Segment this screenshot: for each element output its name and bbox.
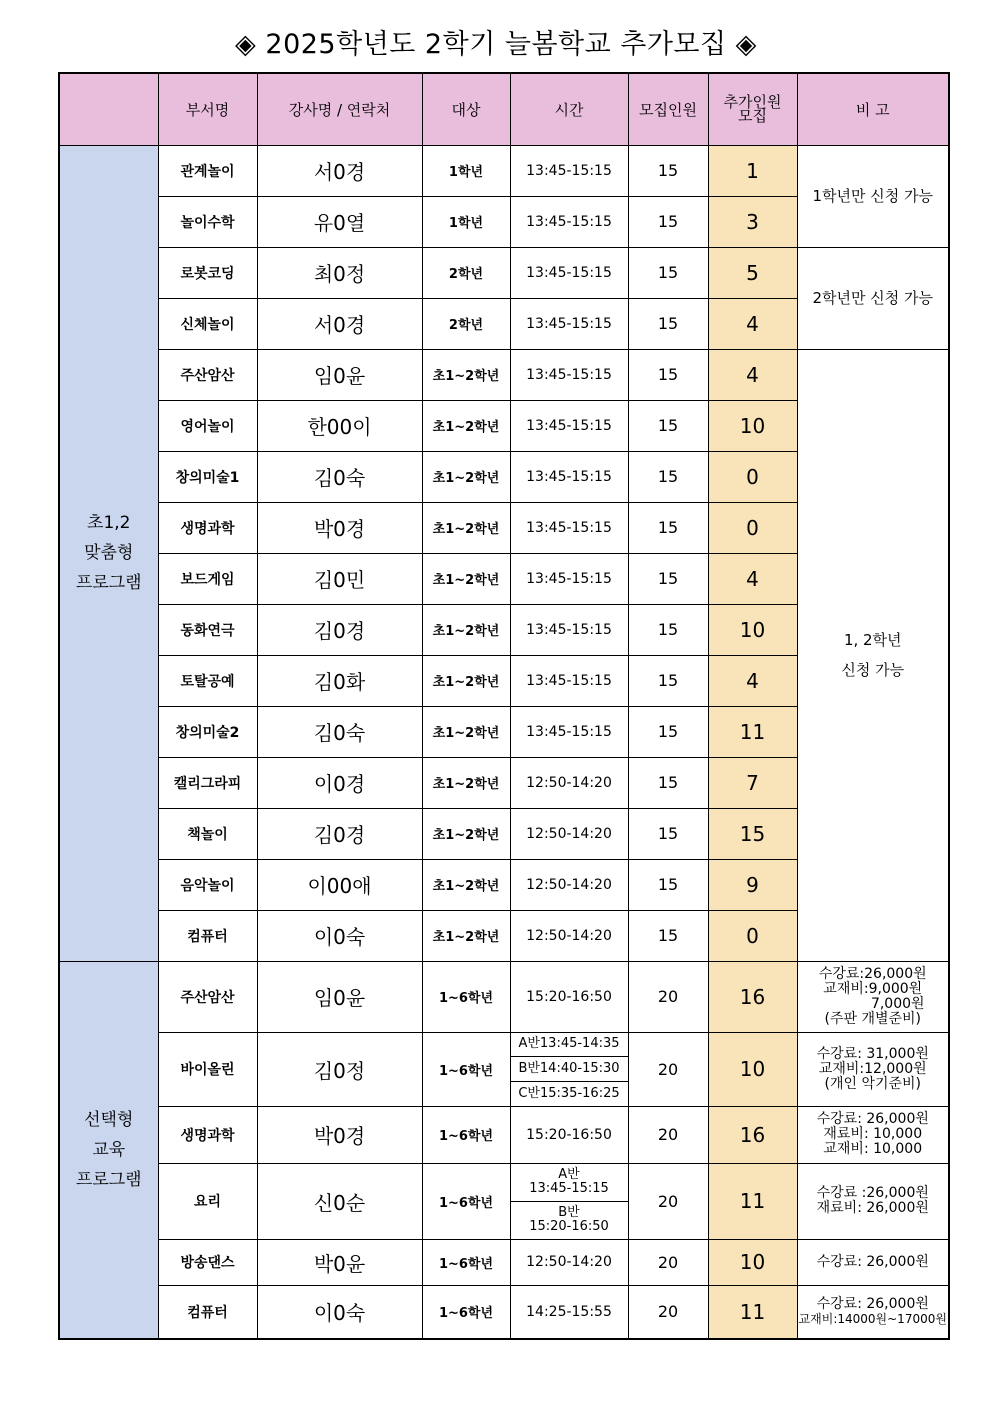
dept-cell: 바이올린 (158, 1032, 257, 1106)
capacity-cell: 15 (628, 859, 708, 910)
dept-cell: 영어놀이 (158, 400, 257, 451)
table-row (59, 1163, 949, 1239)
time-slot-b (511, 1202, 628, 1239)
time-cell: 13:45-15:15 (510, 400, 628, 451)
target-cell: 1학년 (422, 145, 510, 196)
target-cell: 2학년 (422, 298, 510, 349)
time-cell: 13:45-15:15 (510, 604, 628, 655)
time-cell: 15:20-16:50 (510, 1106, 628, 1163)
extra-cell: 9 (708, 859, 797, 910)
extra-cell: 4 (708, 349, 797, 400)
note-grade2: 2학년만 신청 가능 (797, 247, 949, 349)
target-cell: 1~6학년 (422, 1239, 510, 1285)
instructor-cell: 김0숙 (257, 706, 422, 757)
time-cell: 12:50-14:20 (510, 859, 628, 910)
instructor-cell: 신0순 (257, 1163, 422, 1239)
dept-cell: 동화연극 (158, 604, 257, 655)
extra-cell: 0 (708, 451, 797, 502)
note-line: 1, 2학년 (843, 631, 902, 649)
time-cell (510, 1163, 628, 1239)
capacity-cell: 20 (628, 1163, 708, 1239)
instructor-cell: 최0정 (257, 247, 422, 298)
time-cell: 12:50-14:20 (510, 757, 628, 808)
capacity-cell: 15 (628, 298, 708, 349)
note-line: 교재비:14000원~17000원 (798, 1311, 947, 1326)
dept-cell: 창의미술2 (158, 706, 257, 757)
note-line: (개인 악기준비) (824, 1075, 922, 1092)
time-slot-range: 15:20-16:50 (529, 1219, 609, 1234)
dept-cell: 신체놀이 (158, 298, 257, 349)
target-cell: 1~6학년 (422, 961, 510, 1032)
time-slot-label: B반 (558, 1205, 580, 1220)
capacity-cell: 15 (628, 553, 708, 604)
dept-cell: 관계놀이 (158, 145, 257, 196)
dept-cell: 컴퓨터 (158, 1285, 257, 1339)
note-grade1: 1학년만 신청 가능 (797, 145, 949, 247)
target-cell: 초1~2학년 (422, 604, 510, 655)
table-row (59, 1032, 949, 1106)
table-row (59, 1285, 949, 1339)
instructor-cell: 서0경 (257, 298, 422, 349)
dept-cell: 주산암산 (158, 961, 257, 1032)
note-line: 수강료 :26,000원 (816, 1185, 929, 1201)
instructor-cell: 김0민 (257, 553, 422, 604)
note-line: 재료비: 10,000 (823, 1126, 923, 1142)
instructor-cell: 유0열 (257, 196, 422, 247)
dept-cell: 음악놀이 (158, 859, 257, 910)
category-line: 선택형 (84, 1109, 134, 1130)
time-cell (510, 1032, 628, 1106)
extra-cell: 10 (708, 604, 797, 655)
header-note: 비 고 (797, 73, 949, 145)
target-cell: 1~6학년 (422, 1285, 510, 1339)
capacity-cell: 20 (628, 1032, 708, 1106)
header-extra-line1: 추가인원 (723, 93, 782, 112)
time-cell: 12:50-14:20 (510, 1239, 628, 1285)
recruitment-table (58, 72, 950, 1340)
time-slot-range: 13:45-15:15 (529, 1181, 609, 1196)
time-cell: 14:25-15:55 (510, 1285, 628, 1339)
dept-cell: 로봇코딩 (158, 247, 257, 298)
time-slot-label: A반 (558, 1167, 580, 1182)
dept-cell: 놀이수학 (158, 196, 257, 247)
extra-cell: 10 (708, 1239, 797, 1285)
capacity-cell: 20 (628, 1285, 708, 1339)
header-time: 시간 (510, 73, 628, 145)
note-grade12 (797, 349, 949, 961)
capacity-cell: 15 (628, 247, 708, 298)
extra-cell: 0 (708, 502, 797, 553)
time-cell: 12:50-14:20 (510, 910, 628, 961)
time-cell: 15:20-16:50 (510, 961, 628, 1032)
target-cell: 초1~2학년 (422, 808, 510, 859)
header-row (59, 73, 949, 145)
note-line: 재료비: 26,000원 (816, 1200, 929, 1216)
header-instructor: 강사명 / 연락처 (257, 73, 422, 145)
capacity-cell: 15 (628, 502, 708, 553)
category-line: 교육 (92, 1139, 126, 1160)
extra-cell: 10 (708, 400, 797, 451)
target-cell: 2학년 (422, 247, 510, 298)
table-row (59, 145, 949, 196)
dept-cell: 생명과학 (158, 1106, 257, 1163)
extra-cell: 10 (708, 1032, 797, 1106)
note-cell (797, 961, 949, 1032)
extra-cell: 16 (708, 1106, 797, 1163)
note-cell (797, 1106, 949, 1163)
table-row (59, 247, 949, 298)
capacity-cell: 20 (628, 1106, 708, 1163)
capacity-cell: 15 (628, 757, 708, 808)
header-extra (708, 73, 797, 145)
extra-cell: 11 (708, 1285, 797, 1339)
note-cell (797, 1285, 949, 1339)
time-slots (511, 1033, 628, 1106)
instructor-cell: 임0윤 (257, 349, 422, 400)
time-slot: A반13:45-14:35 (511, 1033, 628, 1058)
time-cell: 13:45-15:15 (510, 349, 628, 400)
target-cell: 초1~2학년 (422, 553, 510, 604)
header-dept: 부서명 (158, 73, 257, 145)
extra-cell: 4 (708, 655, 797, 706)
time-cell: 13:45-15:15 (510, 502, 628, 553)
time-slot: B반14:40-15:30 (511, 1057, 628, 1082)
target-cell: 초1~2학년 (422, 655, 510, 706)
target-cell: 1학년 (422, 196, 510, 247)
category-elective-program (59, 961, 158, 1339)
extra-cell: 15 (708, 808, 797, 859)
capacity-cell: 20 (628, 1239, 708, 1285)
table-row (59, 1106, 949, 1163)
instructor-cell: 김0정 (257, 1032, 422, 1106)
capacity-cell: 15 (628, 910, 708, 961)
dept-cell: 요리 (158, 1163, 257, 1239)
dept-cell: 생명과학 (158, 502, 257, 553)
note-cell (797, 1163, 949, 1239)
dept-cell: 방송댄스 (158, 1239, 257, 1285)
extra-cell: 4 (708, 298, 797, 349)
header-capacity: 모집인원 (628, 73, 708, 145)
note-line: 수강료:26,000원 (818, 965, 927, 982)
page-title: ◈ 2025학년도 2학기 늘봄학교 추가모집 ◈ (235, 29, 757, 60)
capacity-cell: 15 (628, 400, 708, 451)
table-row (59, 961, 949, 1032)
time-cell: 13:45-15:15 (510, 655, 628, 706)
target-cell: 초1~2학년 (422, 349, 510, 400)
note-line: 수강료: 26,000원 (816, 1111, 929, 1127)
note-cell (797, 1239, 949, 1285)
extra-cell: 4 (708, 553, 797, 604)
note-line: 수강료: 26,000원 (816, 1295, 929, 1312)
target-cell: 초1~2학년 (422, 757, 510, 808)
target-cell: 초1~2학년 (422, 400, 510, 451)
extra-cell: 0 (708, 910, 797, 961)
instructor-cell: 김0경 (257, 808, 422, 859)
note-line: 교재비: 10,000 (823, 1141, 923, 1157)
extra-cell: 3 (708, 196, 797, 247)
time-cell: 13:45-15:15 (510, 298, 628, 349)
capacity-cell: 15 (628, 196, 708, 247)
time-cell: 13:45-15:15 (510, 553, 628, 604)
instructor-cell: 이0숙 (257, 1285, 422, 1339)
dept-cell: 토탈공예 (158, 655, 257, 706)
extra-cell: 1 (708, 145, 797, 196)
target-cell: 초1~2학년 (422, 910, 510, 961)
target-cell: 초1~2학년 (422, 706, 510, 757)
dept-cell: 책놀이 (158, 808, 257, 859)
target-cell: 1~6학년 (422, 1106, 510, 1163)
target-cell: 초1~2학년 (422, 859, 510, 910)
extra-cell: 11 (708, 706, 797, 757)
table-row (59, 1239, 949, 1285)
capacity-cell: 15 (628, 706, 708, 757)
instructor-cell: 박0경 (257, 502, 422, 553)
instructor-cell: 김0화 (257, 655, 422, 706)
note-line: 7,000원 (870, 995, 925, 1012)
capacity-cell: 20 (628, 961, 708, 1032)
instructor-cell: 박0경 (257, 1106, 422, 1163)
dept-cell: 캘리그라피 (158, 757, 257, 808)
instructor-cell: 서0경 (257, 145, 422, 196)
time-cell: 13:45-15:15 (510, 145, 628, 196)
time-slot-a (511, 1164, 628, 1202)
capacity-cell: 15 (628, 604, 708, 655)
time-slot: C반15:35-16:25 (518, 1085, 620, 1101)
instructor-cell: 임0윤 (257, 961, 422, 1032)
capacity-cell: 15 (628, 145, 708, 196)
instructor-cell: 한00이 (257, 400, 422, 451)
instructor-cell: 이0경 (257, 757, 422, 808)
header-target: 대상 (422, 73, 510, 145)
target-cell: 초1~2학년 (422, 502, 510, 553)
time-cell: 13:45-15:15 (510, 706, 628, 757)
dept-cell: 컴퓨터 (158, 910, 257, 961)
note-line: (주판 개별준비) (824, 1010, 922, 1027)
instructor-cell: 이00애 (257, 859, 422, 910)
header-blank (59, 73, 158, 145)
instructor-cell: 김0경 (257, 604, 422, 655)
instructor-cell: 이0숙 (257, 910, 422, 961)
note-line: 신청 가능 (841, 661, 905, 679)
dept-cell: 보드게임 (158, 553, 257, 604)
category-line: 초1,2 (87, 513, 131, 533)
category-line: 프로그램 (75, 1169, 142, 1190)
instructor-cell: 김0숙 (257, 451, 422, 502)
note-line: 교재비:9,000원 (823, 980, 923, 997)
category-line: 프로그램 (75, 573, 142, 593)
extra-cell: 16 (708, 961, 797, 1032)
time-cell: 13:45-15:15 (510, 451, 628, 502)
capacity-cell: 15 (628, 655, 708, 706)
note-line: 수강료: 26,000원 (816, 1253, 929, 1270)
category-line: 맞춤형 (84, 543, 134, 563)
time-cell: 12:50-14:20 (510, 808, 628, 859)
extra-cell: 11 (708, 1163, 797, 1239)
instructor-cell: 박0윤 (257, 1239, 422, 1285)
dept-cell: 주산암산 (158, 349, 257, 400)
header-extra-line2: 모집 (738, 107, 767, 126)
target-cell: 1~6학년 (422, 1032, 510, 1106)
capacity-cell: 15 (628, 808, 708, 859)
capacity-cell: 15 (628, 451, 708, 502)
target-cell: 초1~2학년 (422, 451, 510, 502)
dept-cell: 창의미술1 (158, 451, 257, 502)
note-line: 수강료: 31,000원 (816, 1045, 929, 1062)
time-cell: 13:45-15:15 (510, 196, 628, 247)
extra-cell: 5 (708, 247, 797, 298)
category-custom-program (59, 145, 158, 961)
note-line: 교재비:12,000원 (818, 1060, 927, 1077)
time-slots (511, 1164, 628, 1239)
time-cell: 13:45-15:15 (510, 247, 628, 298)
extra-cell: 7 (708, 757, 797, 808)
table-row (59, 349, 949, 400)
note-cell (797, 1032, 949, 1106)
capacity-cell: 15 (628, 349, 708, 400)
target-cell: 1~6학년 (422, 1163, 510, 1239)
